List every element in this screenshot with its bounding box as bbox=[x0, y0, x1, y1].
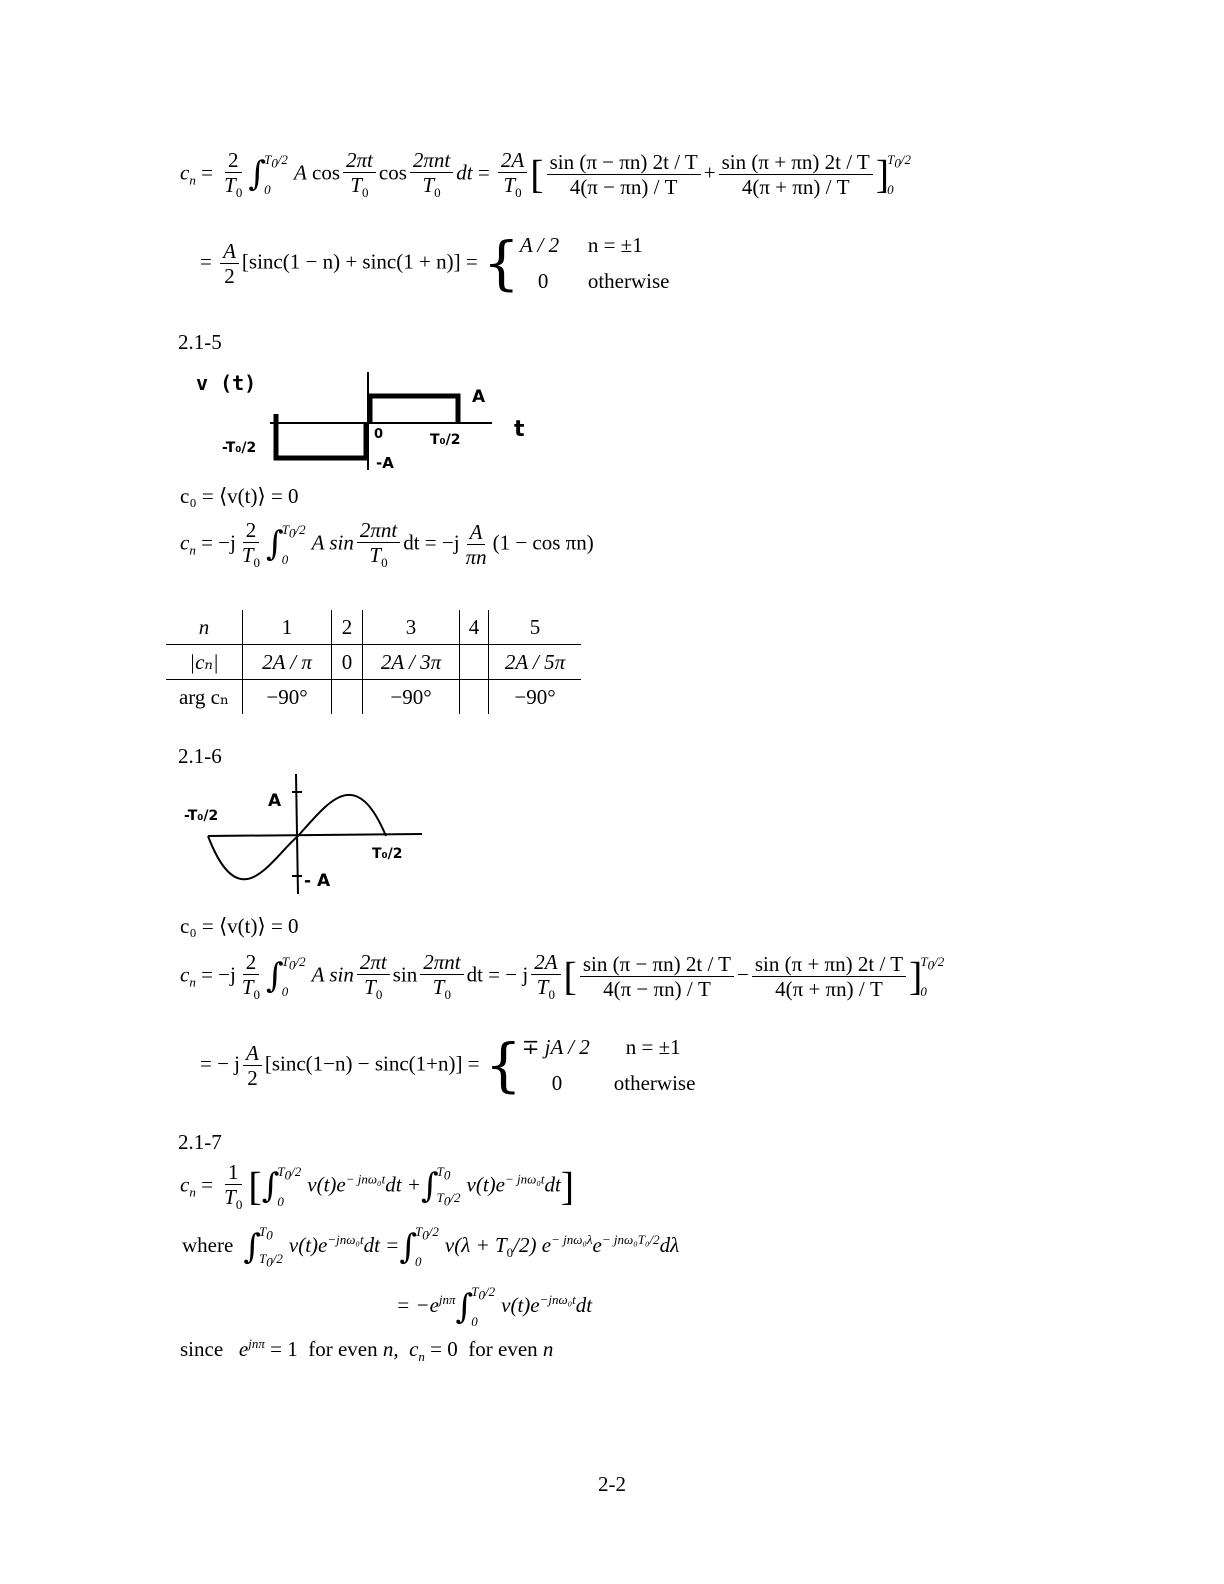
equation-where-substitution: where ∫ $T_0$ $T_0/2$ $v(t)e^{-jn\omega_0t}dt$ =∫ $T_0/2$ 0 $v(\lambda + T_0/2)$ $e^{- jn\omega_0\lambda}e^{- jn\omega_0T_0/2}d\lambda$ bbox=[182, 1224, 680, 1270]
page-number: 2-2 bbox=[598, 1472, 626, 1496]
equation-c0-sine: c₀ = ⟨v(t)⟩ = 0 bbox=[180, 914, 299, 938]
equation-cn-split: $c_n$ = $\frac{1}{T_0}$ [∫ $T_0/2$ 0 $v(t)e^{- jn\omega_0t}dt$ +∫ $T_0$ $T_0/2$ $v(t)e^{- jn\omega_0t}dt$] bbox=[180, 1160, 575, 1213]
section-2-1-5: 2.1-5 bbox=[178, 330, 222, 354]
equation-cn-sinc: = $\frac{A}{2}$ [sinc(1 − n) + sinc(1 + n)] = { A / 2 n = ±1 0 otherwise bbox=[200, 228, 670, 297]
coefficient-table bbox=[166, 610, 581, 714]
table-row-magnitude: |cₙ| 2A / π 0 2A / 3π 2A / 5π bbox=[166, 645, 581, 680]
fig1-label-A: A bbox=[472, 387, 486, 407]
equation-cn-cos: $c_n$ = $\frac{2}{T_0}$ ∫ $T_0/2$ 0 A cos $\frac{2\pi t}{T_0}$ cos $\frac{\text{2πnt}}{T_0}$ dt = $\frac{2A}{T_0}$ [ $\frac{\sin (\pi - \pi n) 2t / T}{4(\pi - \pi n) / T}$ + $\frac{\sin (\pi + \pi n) 2t / T}{4(\pi + \pi n) / T}$ ] $T_0/2$ 0 bbox=[180, 148, 911, 201]
fig1-label-neg-half: -T₀/2 bbox=[222, 440, 257, 456]
equation-even-n-conclusion: since $e^{jn\pi} = 1$ for even n, $c_n = 0$ for even n bbox=[180, 1336, 554, 1365]
fig1-label-zero: 0 bbox=[374, 427, 384, 442]
equation-cn-sinc-diff: = − j $\frac{A}{2}$ [sinc(1−n) − sinc(1+n)] = { ∓ jA / 2 n = ±1 0 otherwise bbox=[200, 1030, 696, 1099]
equation-cn-sin: $c_n = -j$ $\frac{2}{T_0}$ ∫ $T_0/2$ 0 A sin $\frac{2\pi t}{T_0}$ sin $\frac{\text{2πnt}}{T_0}$ dt = − j $\frac{2A}{T_0}$ [ $\frac{\sin (\pi - \pi n) 2t / T}{4(\pi - \pi n) / T}$ − $\frac{\sin (\pi + \pi n) 2t / T}{4(\pi + \pi n) / T}$ ] $T_0/2$ 0 bbox=[180, 950, 945, 1003]
fig2-label-negA: - A bbox=[304, 871, 331, 891]
section-2-1-6: 2.1-6 bbox=[178, 744, 222, 768]
fig2-label-half: T₀/2 bbox=[372, 846, 403, 862]
fig1-title: v (t) bbox=[196, 371, 257, 395]
table-row-arg: arg cₙ −90° −90° −90° bbox=[166, 680, 581, 715]
fig1-label-half: T₀/2 bbox=[430, 432, 461, 448]
fig1-label-negA: -A bbox=[376, 454, 394, 472]
equation-cn-square: $c_n = -j$ $\frac{2}{T_0}$ ∫ $T_0/2$ 0 A sin $\frac{\text{2πnt}}{T_0}$ dt = −j $\frac{A}{\pi n}$ (1 − cos πn) bbox=[180, 518, 594, 571]
table-row-n: n 1 2 3 4 5 bbox=[166, 610, 581, 645]
wave-negative-half bbox=[276, 414, 366, 458]
fig1-label-t: t bbox=[514, 417, 525, 442]
wave-positive-half bbox=[370, 396, 458, 423]
fig2-label-neg-half: -T₀/2 bbox=[184, 808, 219, 824]
time-axis bbox=[208, 834, 422, 836]
section-2-1-7: 2.1-7 bbox=[178, 1130, 222, 1154]
equation-shift-result: = $-e^{jn\pi}\int$ $T_0/2$ 0 $v(t)e^{-jn\omega_0t}dt$ bbox=[396, 1284, 593, 1330]
sine-wave-figure bbox=[180, 770, 440, 900]
fig2-label-A: A bbox=[268, 791, 282, 811]
equation-c0-square: c₀ = ⟨v(t)⟩ = 0 bbox=[180, 484, 299, 508]
square-wave-figure bbox=[190, 368, 550, 478]
